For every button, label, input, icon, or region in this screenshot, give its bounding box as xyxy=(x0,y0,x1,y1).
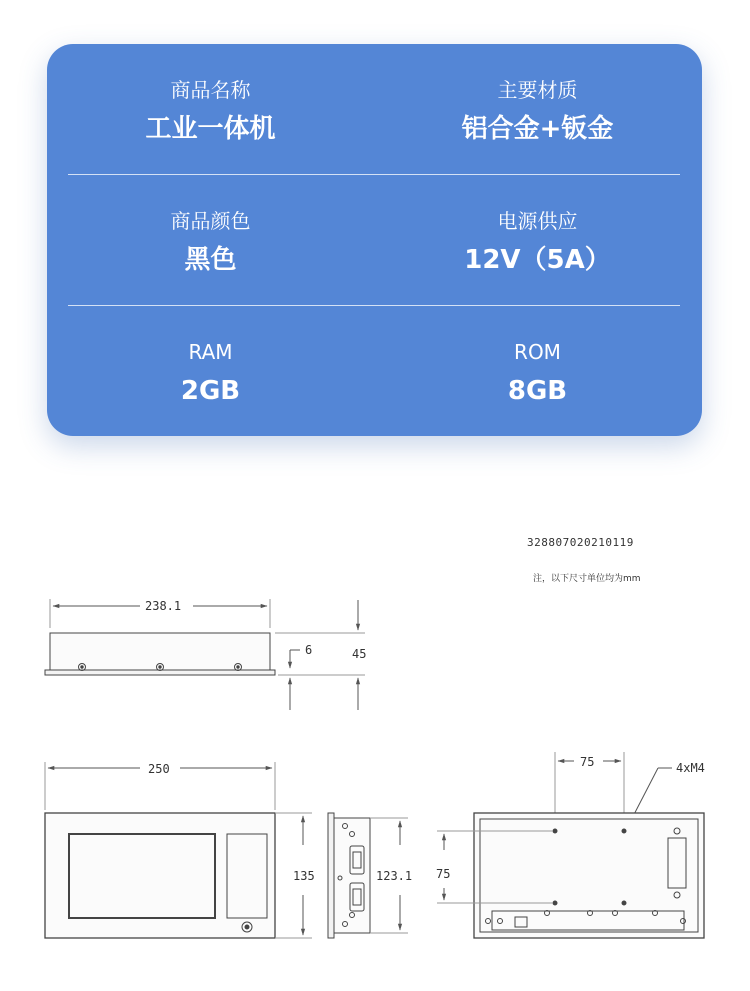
spec-value: 黑色 xyxy=(184,245,237,275)
dim-top-width: 238.1 xyxy=(145,599,182,613)
spec-cell-power xyxy=(374,175,701,276)
spec-label: 电源供应 xyxy=(497,209,578,233)
dim-back-hole-spacing-y: 75 xyxy=(436,867,451,881)
drawing-svg xyxy=(0,500,750,991)
dim-back-hole-spacing-x: 75 xyxy=(580,755,595,769)
spec-label: 商品名称 xyxy=(170,78,251,102)
spec-cell-color xyxy=(47,175,374,276)
spec-label: 商品颜色 xyxy=(170,209,251,233)
drawing-code: 328807020210119 xyxy=(527,536,634,549)
dim-side-gap: 6 xyxy=(305,643,313,657)
spec-value: 铝合金+钣金 xyxy=(461,114,614,144)
dim-side-height: 45 xyxy=(352,647,367,661)
technical-drawing xyxy=(0,500,750,991)
dim-front-width: 250 xyxy=(148,762,170,776)
spec-row-memory xyxy=(47,306,702,436)
spec-value: 12V（5A） xyxy=(464,245,611,275)
spec-cell-rom xyxy=(374,306,701,407)
dim-front-height: 135 xyxy=(293,869,315,883)
spec-cell-ram xyxy=(47,306,374,407)
dim-side-inner-height: 123.1 xyxy=(376,869,413,883)
spec-label: ROM xyxy=(514,340,561,364)
spec-value: 2GB xyxy=(180,376,241,406)
spec-cell-product-name xyxy=(47,44,374,145)
spec-label: RAM xyxy=(188,340,233,364)
spec-card xyxy=(47,44,702,436)
spec-label: 主要材质 xyxy=(497,78,578,102)
front-view xyxy=(45,762,312,938)
spec-row-name-material xyxy=(47,44,702,174)
units-note: 注，以下尺寸单位均为mm xyxy=(533,574,641,584)
top-view xyxy=(45,599,365,710)
dim-screw-spec: 4xM4 xyxy=(676,761,705,775)
spec-cell-material xyxy=(374,44,701,145)
spec-value: 8GB xyxy=(507,376,568,406)
back-view xyxy=(437,752,704,938)
spec-value: 工业一体机 xyxy=(145,114,276,144)
spec-row-color-power xyxy=(47,175,702,305)
